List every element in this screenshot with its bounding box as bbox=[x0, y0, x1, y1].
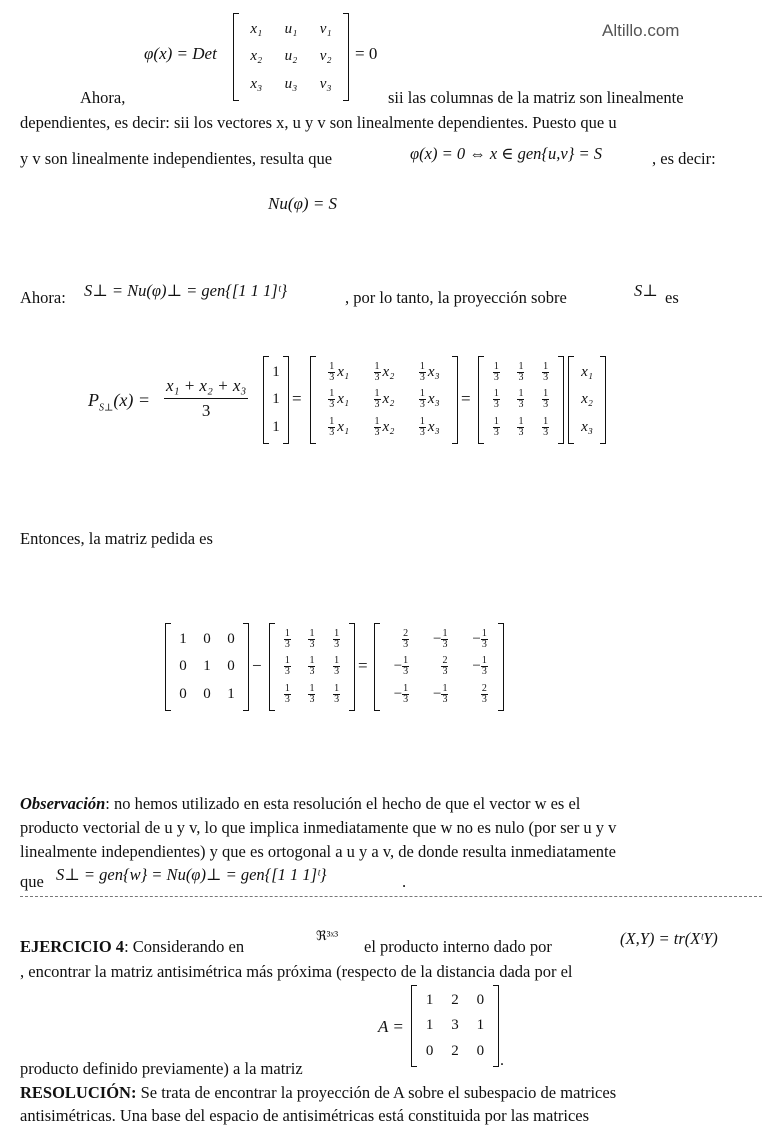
third-fraction bbox=[419, 362, 426, 383]
projection-symbol bbox=[88, 390, 150, 414]
matrix-cell bbox=[517, 389, 524, 410]
coordinate-variable: x₃ bbox=[427, 391, 440, 408]
projection-matrix bbox=[478, 357, 564, 443]
matrix-cell: 1 bbox=[425, 992, 434, 1009]
third-fraction bbox=[542, 389, 549, 410]
resolucion-line1 bbox=[20, 1083, 616, 1103]
ones-vector-grid bbox=[269, 359, 283, 441]
matrix-cell: v₁ bbox=[319, 21, 332, 38]
third-numerator: 1 bbox=[329, 361, 335, 373]
observacion-line3: linealmente independientes) y que es ortogonal a u y a v, de donde resulta inmediatamente bbox=[20, 842, 616, 861]
third-denominator: 3 bbox=[284, 639, 290, 651]
matrix-cell: 1 bbox=[272, 418, 280, 435]
resolucion-label: RESOLUCIÓN: bbox=[20, 1083, 137, 1102]
s-perp-symbol: S⊥ bbox=[634, 281, 658, 300]
observacion-line2: producto vectorial de u y v, lo que implica inmediatamente que w no es nulo (por ser u y v bbox=[20, 818, 617, 837]
matrix-cell bbox=[493, 417, 500, 438]
matrix-cell: 0 bbox=[227, 631, 235, 648]
entonces-text: Entonces, la matriz pedida es bbox=[20, 529, 213, 548]
third-fraction bbox=[374, 362, 381, 383]
result-entry-fraction bbox=[402, 656, 409, 677]
third-denominator: 3 bbox=[309, 666, 315, 678]
coordinate-variable: x₂ bbox=[382, 364, 395, 381]
section-divider bbox=[20, 896, 762, 897]
third-denominator: 3 bbox=[518, 372, 524, 384]
third-numerator: 1 bbox=[309, 655, 315, 667]
matrix-cell: 3 bbox=[451, 1017, 459, 1034]
observacion-line1-text: : no hemos utilizado en esta resolución el hecho de que el vector w es el bbox=[105, 794, 581, 813]
matrix-cell: 0 bbox=[179, 658, 187, 675]
third-numerator: 1 bbox=[374, 388, 380, 400]
a-matrix-grid bbox=[417, 988, 493, 1064]
third-denominator: 3 bbox=[374, 399, 380, 411]
matrix-cell bbox=[333, 684, 340, 705]
third-fraction bbox=[493, 417, 500, 438]
matrix-cell bbox=[469, 684, 488, 705]
third-denominator: 3 bbox=[419, 399, 425, 411]
identity-matrix bbox=[165, 624, 249, 710]
third-denominator: 3 bbox=[329, 399, 335, 411]
third-fraction bbox=[284, 629, 291, 650]
matrix-cell: 1 bbox=[425, 1017, 434, 1034]
matrix-cell bbox=[374, 417, 395, 438]
projection-subscript: S⊥ bbox=[99, 402, 114, 414]
equals-3: = bbox=[358, 656, 368, 675]
matrix-cell: u₂ bbox=[284, 48, 298, 65]
x-vector-grid bbox=[574, 359, 600, 441]
matrix-cell: x₁ bbox=[581, 364, 593, 381]
third-denominator: 3 bbox=[493, 399, 499, 411]
matrix-cell: x₁ bbox=[250, 21, 263, 38]
ahora-label: Ahora: bbox=[20, 288, 66, 307]
third-denominator: 3 bbox=[518, 399, 524, 411]
third-numerator: 1 bbox=[419, 361, 425, 373]
coordinate-variable: x₃ bbox=[427, 364, 440, 381]
matrix-cell: 2 bbox=[451, 992, 459, 1009]
third-fraction bbox=[517, 362, 524, 383]
ejercicio-label: EJERCICIO 4 bbox=[20, 937, 125, 956]
scaled-coordinates-grid bbox=[316, 359, 452, 441]
result-entry-numerator: 2 bbox=[481, 682, 487, 694]
third-fraction bbox=[308, 629, 315, 650]
coordinate-variable: x₁ bbox=[337, 418, 350, 435]
projection-numerator: x₁ + x₂ + x₃ bbox=[164, 376, 248, 399]
third-fraction bbox=[493, 389, 500, 410]
det-matrix bbox=[233, 14, 349, 100]
third-numerator: 1 bbox=[329, 388, 335, 400]
ejercicio-part1: : Considerando en bbox=[124, 937, 245, 956]
result-entry-denominator: 3 bbox=[403, 666, 409, 678]
third-numerator: 1 bbox=[518, 388, 524, 400]
equals-2: = bbox=[461, 389, 471, 408]
matrix-cell bbox=[429, 684, 448, 705]
result-entry-fraction bbox=[402, 629, 409, 650]
coordinate-variable: x₂ bbox=[382, 418, 395, 435]
third-numerator: 1 bbox=[309, 682, 315, 694]
third-numerator: 1 bbox=[374, 415, 380, 427]
equals-1: = bbox=[292, 389, 302, 408]
third-numerator: 1 bbox=[518, 361, 524, 373]
sign: − bbox=[472, 658, 481, 675]
matrix-cell bbox=[328, 362, 349, 383]
third-numerator: 1 bbox=[309, 628, 315, 640]
third-numerator: 1 bbox=[284, 682, 290, 694]
orthogonal-complement-formula: S⊥ = Nu(φ)⊥ = gen{[1 1 1]ᵗ} bbox=[84, 281, 288, 300]
matrix-cell: 1 bbox=[179, 631, 187, 648]
matrix-cell: 2 bbox=[451, 1042, 459, 1059]
matrix-cell bbox=[493, 362, 500, 383]
observacion-line4-start: que bbox=[20, 872, 44, 891]
matrix-cell: 1 bbox=[203, 658, 211, 675]
third-numerator: 1 bbox=[329, 415, 335, 427]
third-matrix-grid bbox=[275, 626, 349, 708]
result-entry-fraction bbox=[402, 684, 409, 705]
result-entry-numerator: 2 bbox=[403, 628, 409, 640]
matrix-cell bbox=[333, 629, 340, 650]
matrix-cell: 0 bbox=[203, 685, 211, 702]
third-numerator: 1 bbox=[543, 388, 549, 400]
third-fraction bbox=[419, 417, 426, 438]
result-entry-denominator: 3 bbox=[442, 693, 448, 705]
matrix-cell: 1 bbox=[227, 685, 235, 702]
result-entry-denominator: 3 bbox=[481, 639, 487, 651]
third-fraction bbox=[419, 389, 426, 410]
a-label: A = bbox=[378, 1017, 404, 1036]
result-entry-denominator: 3 bbox=[481, 666, 487, 678]
matrix-cell bbox=[517, 362, 524, 383]
para1-line2: dependientes, es decir: sii los vectores x, u y v son linealmente dependientes. Puesto que u bbox=[20, 113, 617, 132]
nucleo-equation: Nu(φ) = S bbox=[268, 194, 338, 213]
matrix-cell: 0 bbox=[425, 1042, 434, 1059]
result-entry-fraction bbox=[481, 629, 488, 650]
third-numerator: 1 bbox=[374, 361, 380, 373]
observacion-label: Observación bbox=[20, 794, 106, 813]
matrix-cell: 1 bbox=[272, 391, 280, 408]
third-denominator: 3 bbox=[374, 426, 380, 438]
gen-formula: φ(x) = 0 ⇔ x ∈ gen{u,v} = S bbox=[410, 144, 602, 163]
matrix-cell: 1 bbox=[272, 364, 280, 381]
matrix-cell bbox=[542, 389, 549, 410]
matrix-cell: x₂ bbox=[581, 391, 593, 408]
matrix-cell bbox=[390, 629, 409, 650]
result-entry-numerator: 1 bbox=[481, 628, 487, 640]
projection-argument: (x) = bbox=[113, 390, 151, 410]
matrix-cell bbox=[390, 656, 409, 677]
third-fraction bbox=[542, 417, 549, 438]
projection-matrix-grid bbox=[484, 359, 558, 441]
third-numerator: 1 bbox=[518, 415, 524, 427]
third-matrix bbox=[269, 624, 355, 710]
matrix-cell bbox=[374, 362, 395, 383]
third-fraction bbox=[493, 362, 500, 383]
ejercicio-line1 bbox=[20, 937, 244, 957]
phi-equation-lhs: φ(x) = Det bbox=[144, 44, 217, 63]
third-denominator: 3 bbox=[309, 693, 315, 705]
third-denominator: 3 bbox=[543, 372, 549, 384]
third-denominator: 3 bbox=[419, 372, 425, 384]
third-numerator: 1 bbox=[334, 628, 340, 640]
coordinate-variable: x₃ bbox=[427, 418, 440, 435]
result-entry-denominator: 3 bbox=[403, 693, 409, 705]
matrix-cell: 0 bbox=[203, 631, 211, 648]
ahora-word: Ahora, bbox=[80, 88, 126, 107]
matrix-cell bbox=[390, 684, 409, 705]
matrix-cell bbox=[542, 362, 549, 383]
result-entry-denominator: 3 bbox=[403, 639, 409, 651]
matrix-cell: u₃ bbox=[284, 75, 298, 92]
matrix-cell bbox=[284, 629, 291, 650]
result-entry-fraction bbox=[481, 656, 488, 677]
matrix-space-symbol: ℜ³ˣ³ bbox=[316, 928, 339, 943]
third-numerator: 1 bbox=[543, 361, 549, 373]
matrix-cell bbox=[308, 629, 315, 650]
third-fraction bbox=[333, 656, 340, 677]
identity-matrix-grid bbox=[171, 626, 243, 708]
third-denominator: 3 bbox=[284, 666, 290, 678]
phi-equation-rhs: = 0 bbox=[355, 44, 378, 63]
matrix-cell: x₃ bbox=[250, 75, 263, 92]
matrix-cell: 0 bbox=[227, 658, 235, 675]
matrix-cell: x₂ bbox=[250, 48, 263, 65]
third-denominator: 3 bbox=[374, 372, 380, 384]
resolucion-line2: antisimétricas. Una base del espacio de antisimétricas está constituida por las matrices bbox=[20, 1106, 590, 1125]
result-entry-denominator: 3 bbox=[442, 639, 448, 651]
third-numerator: 1 bbox=[493, 415, 499, 427]
det-matrix-grid bbox=[239, 16, 343, 98]
sign: − bbox=[433, 631, 442, 648]
matrix-cell: v₂ bbox=[319, 48, 332, 65]
matrix-cell bbox=[517, 417, 524, 438]
a-end: . bbox=[500, 1052, 504, 1069]
projection-denominator: 3 bbox=[201, 401, 211, 420]
third-fraction bbox=[542, 362, 549, 383]
result-entry-numerator: 1 bbox=[442, 628, 448, 640]
sign: − bbox=[433, 685, 442, 702]
third-denominator: 3 bbox=[334, 693, 340, 705]
ones-vector bbox=[263, 357, 289, 443]
third-denominator: 3 bbox=[309, 639, 315, 651]
matrix-cell bbox=[284, 656, 291, 677]
watermark: Altillo.com bbox=[602, 21, 680, 40]
matrix-cell: 0 bbox=[179, 685, 187, 702]
x-vector bbox=[568, 357, 606, 443]
para2-mid: , por lo tanto, la proyección sobre bbox=[345, 288, 567, 307]
matrix-cell: 1 bbox=[476, 1017, 485, 1034]
result-entry-denominator: 3 bbox=[481, 693, 487, 705]
third-denominator: 3 bbox=[493, 372, 499, 384]
inner-product-formula: (X,Y) = tr(XᵗY) bbox=[620, 929, 718, 948]
third-numerator: 1 bbox=[334, 655, 340, 667]
result-entry-numerator: 1 bbox=[403, 655, 409, 667]
para1-line3-start: y v son linealmente independientes, resulta que bbox=[20, 149, 333, 168]
result-entry-denominator: 3 bbox=[442, 666, 448, 678]
minus-sign: − bbox=[252, 656, 262, 675]
third-numerator: 1 bbox=[419, 388, 425, 400]
third-fraction bbox=[328, 362, 335, 383]
observacion-line1 bbox=[20, 794, 580, 814]
third-fraction bbox=[328, 389, 335, 410]
matrix-cell bbox=[419, 389, 440, 410]
result-entry-fraction bbox=[441, 684, 448, 705]
result-entry-fraction bbox=[441, 656, 448, 677]
third-denominator: 3 bbox=[329, 426, 335, 438]
resolucion-line1-text: Se trata de encontrar la proyección de A sobre el subespacio de matrices bbox=[136, 1083, 617, 1102]
matrix-cell bbox=[419, 417, 440, 438]
third-numerator: 1 bbox=[493, 361, 499, 373]
third-fraction bbox=[284, 684, 291, 705]
matrix-cell bbox=[284, 684, 291, 705]
third-fraction bbox=[333, 629, 340, 650]
result-entry-fraction bbox=[481, 684, 488, 705]
result-entry-numerator: 1 bbox=[481, 655, 487, 667]
third-denominator: 3 bbox=[284, 693, 290, 705]
matrix-cell bbox=[328, 417, 349, 438]
third-fraction bbox=[284, 656, 291, 677]
third-fraction bbox=[374, 417, 381, 438]
third-denominator: 3 bbox=[329, 372, 335, 384]
third-fraction bbox=[308, 684, 315, 705]
observacion-line4-end: . bbox=[402, 872, 407, 891]
third-fraction bbox=[308, 656, 315, 677]
coordinate-variable: x₁ bbox=[337, 364, 350, 381]
ejercicio-line3: producto definido previamente) a la matriz bbox=[20, 1059, 303, 1078]
matrix-cell bbox=[493, 389, 500, 410]
matrix-cell bbox=[429, 656, 448, 677]
scaled-coordinates-matrix bbox=[310, 357, 458, 443]
matrix-cell bbox=[429, 629, 448, 650]
result-entry-numerator: 1 bbox=[442, 682, 448, 694]
projection-p: P bbox=[88, 390, 99, 410]
third-numerator: 1 bbox=[284, 628, 290, 640]
para1-line3-end: , es decir: bbox=[652, 149, 716, 168]
result-entry-numerator: 1 bbox=[403, 682, 409, 694]
third-numerator: 1 bbox=[543, 415, 549, 427]
matrix-cell bbox=[542, 417, 549, 438]
third-numerator: 1 bbox=[493, 388, 499, 400]
matrix-cell: 0 bbox=[476, 1042, 485, 1059]
third-fraction bbox=[374, 389, 381, 410]
projection-fraction bbox=[164, 376, 248, 421]
ejercicio-part2: el producto interno dado por bbox=[364, 937, 552, 956]
matrix-cell bbox=[469, 656, 488, 677]
matrix-cell bbox=[308, 684, 315, 705]
result-matrix-grid bbox=[380, 626, 498, 708]
matrix-cell: x₃ bbox=[581, 418, 593, 435]
third-numerator: 1 bbox=[284, 655, 290, 667]
para1-line1-tail: sii las columnas de la matriz son linealmente bbox=[388, 88, 684, 107]
third-fraction bbox=[517, 417, 524, 438]
third-fraction bbox=[517, 389, 524, 410]
para2-end: es bbox=[665, 288, 679, 307]
third-denominator: 3 bbox=[419, 426, 425, 438]
matrix-cell bbox=[469, 629, 488, 650]
a-matrix bbox=[411, 986, 499, 1066]
ejercicio-line2: , encontrar la matriz antisimétrica más próxima (respecto de la distancia dada por el bbox=[20, 962, 573, 981]
sign: − bbox=[472, 631, 481, 648]
third-denominator: 3 bbox=[543, 426, 549, 438]
matrix-cell: v₃ bbox=[319, 75, 332, 92]
matrix-cell bbox=[328, 389, 349, 410]
coordinate-variable: x₂ bbox=[382, 391, 395, 408]
matrix-cell bbox=[374, 389, 395, 410]
result-matrix bbox=[374, 624, 504, 710]
observacion-formula: S⊥ = gen{w} = Nu(φ)⊥ = gen{[1 1 1]ᵗ} bbox=[56, 865, 327, 884]
result-entry-numerator: 2 bbox=[442, 655, 448, 667]
third-fraction bbox=[333, 684, 340, 705]
matrix-cell bbox=[308, 656, 315, 677]
third-numerator: 1 bbox=[419, 415, 425, 427]
result-entry-fraction bbox=[441, 629, 448, 650]
third-fraction bbox=[328, 417, 335, 438]
third-denominator: 3 bbox=[493, 426, 499, 438]
matrix-cell bbox=[333, 656, 340, 677]
matrix-cell bbox=[419, 362, 440, 383]
matrix-cell: u₁ bbox=[284, 21, 298, 38]
third-denominator: 3 bbox=[518, 426, 524, 438]
sign: − bbox=[393, 658, 403, 675]
coordinate-variable: x₁ bbox=[337, 391, 350, 408]
matrix-cell: 0 bbox=[476, 992, 485, 1009]
third-denominator: 3 bbox=[334, 666, 340, 678]
sign: − bbox=[393, 685, 403, 702]
third-denominator: 3 bbox=[334, 639, 340, 651]
third-denominator: 3 bbox=[543, 399, 549, 411]
third-numerator: 1 bbox=[334, 682, 340, 694]
